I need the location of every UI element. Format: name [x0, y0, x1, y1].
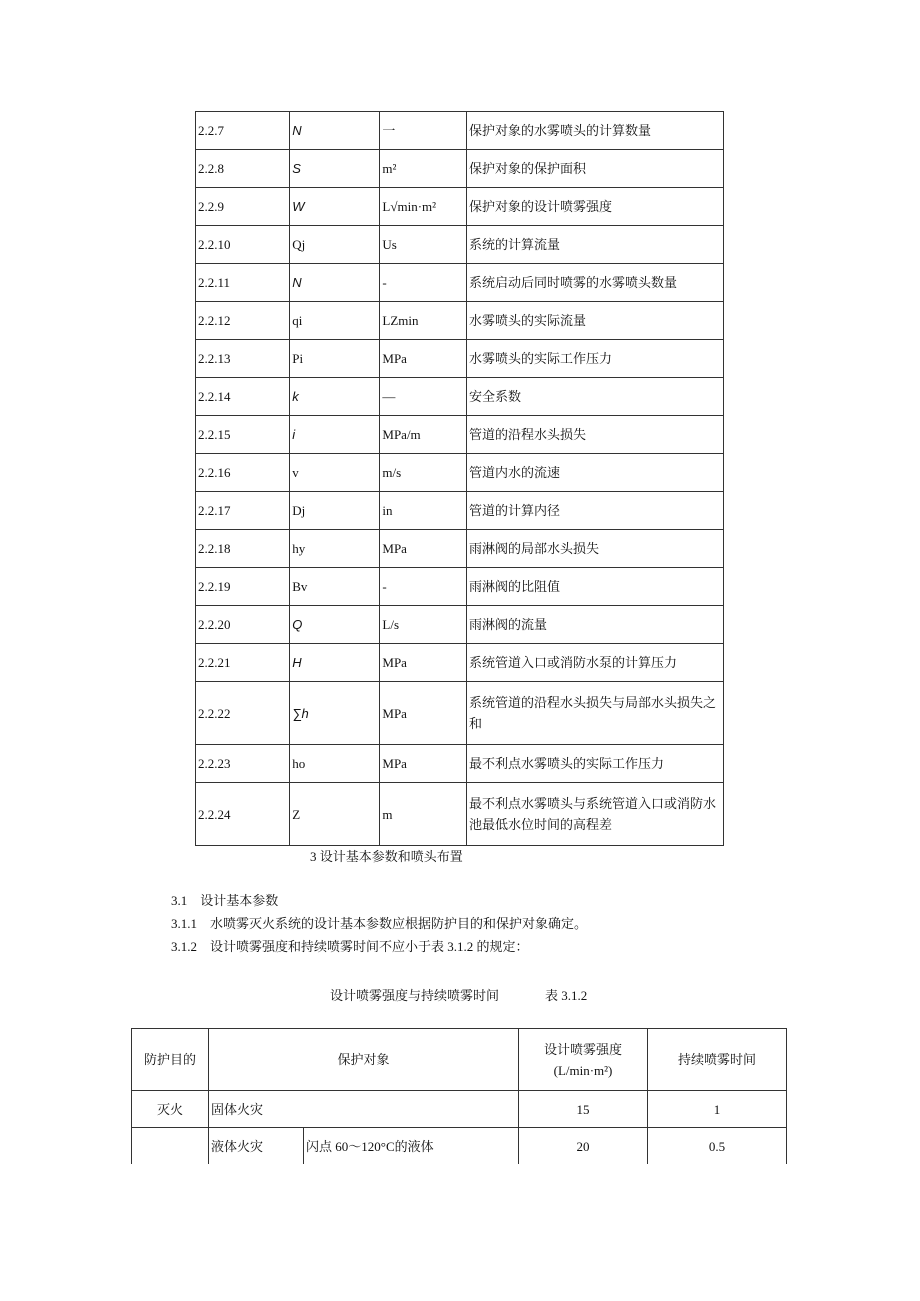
- table-row: [196, 568, 724, 606]
- table-row: [196, 783, 724, 846]
- unit: L/s: [380, 606, 467, 644]
- symbol-number: 2.2.11: [196, 264, 290, 302]
- symbol-number: 2.2.18: [196, 530, 290, 568]
- description: 系统的计算流量: [467, 226, 724, 264]
- symbol-number: 2.2.14: [196, 378, 290, 416]
- symbol: N: [290, 112, 380, 150]
- symbol-number: 2.2.13: [196, 340, 290, 378]
- description: 系统管道的沿程水头损失与局部水头损失之和: [467, 682, 724, 745]
- table-row: [196, 226, 724, 264]
- symbol: k: [290, 378, 380, 416]
- section-3-1-1: 3.1.1 水喷雾灭火系统的设计基本参数应根据防护目的和保护对象确定。: [171, 916, 588, 931]
- symbol-number: 2.2.15: [196, 416, 290, 454]
- table-row: [196, 745, 724, 783]
- unit: m: [380, 783, 467, 846]
- unit: Us: [380, 226, 467, 264]
- table-row: [196, 112, 724, 150]
- symbol-number: 2.2.23: [196, 745, 290, 783]
- section-3-1-2: 3.1.2 设计喷雾强度和持续喷雾时间不应小于表 3.1.2 的规定：: [171, 939, 529, 954]
- unit: -: [380, 568, 467, 606]
- symbol: v: [290, 454, 380, 492]
- table-header-row: [132, 1029, 787, 1091]
- symbol-number: 2.2.10: [196, 226, 290, 264]
- table-row: [196, 150, 724, 188]
- unit: MPa/m: [380, 416, 467, 454]
- table-row: [196, 682, 724, 745]
- table-caption: 设计喷雾强度与持续喷雾时间: [330, 988, 500, 1003]
- symbol: N: [290, 264, 380, 302]
- table-row: [196, 530, 724, 568]
- table-row: [196, 606, 724, 644]
- unit: m/s: [380, 454, 467, 492]
- symbol-number: 2.2.12: [196, 302, 290, 340]
- description: 水雾喷头的实际工作压力: [467, 340, 724, 378]
- symbol: S: [290, 150, 380, 188]
- symbol-number: 2.2.7: [196, 112, 290, 150]
- description: 系统启动后同时喷雾的水雾喷头数量: [467, 264, 724, 302]
- table-row: 液体火灾 闪点 60～120°C的液体 20 0.5: [132, 1128, 787, 1165]
- spray-intensity-table: [131, 1028, 787, 1164]
- header-intensity: 设计喷雾强度 (L/min·m²): [519, 1029, 648, 1091]
- symbol: qi: [290, 302, 380, 340]
- symbol: Z: [290, 783, 380, 846]
- description: 保护对象的保护面积: [467, 150, 724, 188]
- table-row: 灭火 固体火灾 15 1: [132, 1091, 787, 1128]
- symbol: i: [290, 416, 380, 454]
- symbol-number: 2.2.16: [196, 454, 290, 492]
- symbol-number: 2.2.20: [196, 606, 290, 644]
- description: 保护对象的水雾喷头的计算数量: [467, 112, 724, 150]
- unit: MPa: [380, 682, 467, 745]
- symbol: ho: [290, 745, 380, 783]
- table-row: [196, 644, 724, 682]
- symbol: Qj: [290, 226, 380, 264]
- symbol-number: 2.2.24: [196, 783, 290, 846]
- table-row: [196, 454, 724, 492]
- symbol: W: [290, 188, 380, 226]
- unit: 一: [380, 112, 467, 150]
- table-row: [196, 264, 724, 302]
- symbol: hy: [290, 530, 380, 568]
- symbol: ∑h: [290, 682, 380, 745]
- unit: MPa: [380, 745, 467, 783]
- table-row: [196, 188, 724, 226]
- symbol: Dj: [290, 492, 380, 530]
- unit: in: [380, 492, 467, 530]
- table-row: [196, 378, 724, 416]
- section-3-1: 3.1 设计基本参数: [171, 893, 279, 908]
- description: 雨淋阀的局部水头损失: [467, 530, 724, 568]
- unit: —: [380, 378, 467, 416]
- description: 雨淋阀的比阻值: [467, 568, 724, 606]
- description: 管道的沿程水头损失: [467, 416, 724, 454]
- header-duration: 持续喷雾时间: [648, 1029, 787, 1091]
- description: 最不利点水雾喷头的实际工作压力: [467, 745, 724, 783]
- table-row: [196, 492, 724, 530]
- description: 最不利点水雾喷头与系统管道入口或消防水池最低水位时间的高程差: [467, 783, 724, 846]
- unit: MPa: [380, 340, 467, 378]
- table-row: [196, 340, 724, 378]
- unit: MPa: [380, 644, 467, 682]
- table-row: [196, 416, 724, 454]
- unit: m²: [380, 150, 467, 188]
- symbol-number: 2.2.9: [196, 188, 290, 226]
- header-object: 保护对象: [209, 1029, 519, 1091]
- symbol-number: 2.2.19: [196, 568, 290, 606]
- chapter-heading: 3 设计基本参数和喷头布置: [310, 849, 463, 864]
- symbol-number: 2.2.22: [196, 682, 290, 745]
- symbol-number: 2.2.21: [196, 644, 290, 682]
- symbol: Bv: [290, 568, 380, 606]
- description: 安全系数: [467, 378, 724, 416]
- symbol: Pi: [290, 340, 380, 378]
- symbol-number: 2.2.8: [196, 150, 290, 188]
- table-row: [196, 302, 724, 340]
- table-number: 表 3.1.2: [545, 988, 588, 1003]
- symbol-number: 2.2.17: [196, 492, 290, 530]
- unit: L√min·m²: [380, 188, 467, 226]
- symbol-table: [195, 111, 724, 846]
- description: 管道内水的流速: [467, 454, 724, 492]
- description: 系统管道入口或消防水泵的计算压力: [467, 644, 724, 682]
- symbol: H: [290, 644, 380, 682]
- unit: MPa: [380, 530, 467, 568]
- description: 管道的计算内径: [467, 492, 724, 530]
- symbol: Q: [290, 606, 380, 644]
- description: 雨淋阀的流量: [467, 606, 724, 644]
- unit: LZmin: [380, 302, 467, 340]
- unit: -: [380, 264, 467, 302]
- header-purpose: 防护目的: [132, 1029, 209, 1091]
- description: 保护对象的设计喷雾强度: [467, 188, 724, 226]
- description: 水雾喷头的实际流量: [467, 302, 724, 340]
